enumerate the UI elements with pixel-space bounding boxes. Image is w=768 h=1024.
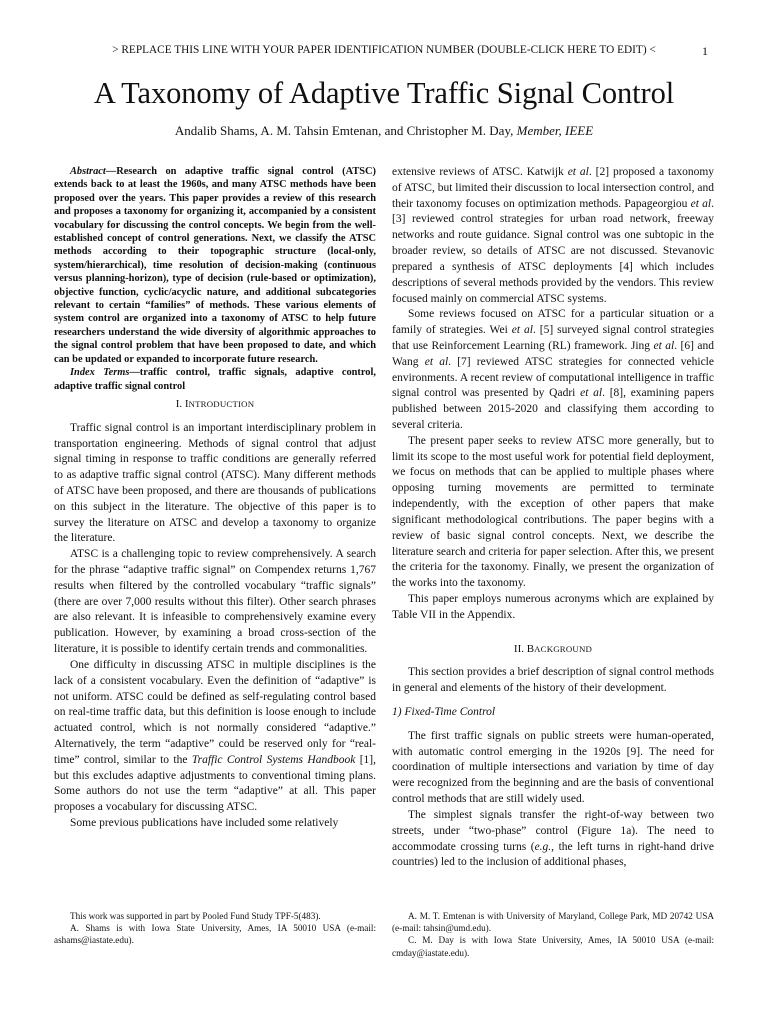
index-terms-text: —traffic control, traffic signals, adaptive control, adaptive traffic signal control [54,367,376,392]
text-run: , the left turns in right-hand drive countries) led to the inclusion of additional phases, [392,840,714,869]
footnote: A. Shams is with Iowa State University, Ames, IA 50010 USA (e-mail: ashams@iastate.edu). [54,923,376,946]
page-number: 1 [702,44,708,58]
author-names: Andalib Shams, A. M. Tahsin Emtenan, and Christopher M. Day, [174,123,514,138]
handbook-title: Traffic Control Systems Handbook [191,753,356,766]
subsection-title: Fixed-Time Control [404,706,496,718]
subsection-number: 1) [392,706,402,718]
section-title-rest: NTRODUCTION [188,398,255,409]
text-run: . [7] reviewed ATSC strategies for connected vehicle environments. A recent review of computational intelligence in traffic signal control was presented by Qadri [392,355,714,400]
et-al: et al [690,197,712,210]
author-line [0,123,768,139]
right-column [392,165,714,871]
et-al: et al [424,355,449,368]
paragraph: Some previous publications have included some relatively [70,817,339,830]
et-al: et al [567,166,589,178]
text-run: Some reviews focused on ATSC for a particular situation or a family of strategies. Wei [392,308,714,337]
index-terms-label: Index Terms [70,367,130,379]
text-run: . [6] and Wang [392,339,715,368]
text-run: The simplest signals transfer the right-of-way between two streets, under “two-phase” control (Figure 1a). The need to accommodate crossing turns ( [392,808,714,853]
paragraph: Traffic signal control is an important interdisciplinary problem in transportation engineering. Methods of signal control that adjust signal timing in response to traffic conditions are generally referred to as adaptive traffic signal control (ATSC). Many different methods of ATSC have been proposed, and there are thousands of publications on this subject in the literature. The objective of this paper is to survey the literature on ATSC and develop a taxonomy to organize the literature. [54,421,376,545]
subsection-heading-fixed-time [392,705,714,721]
section-heading-introduction [54,397,376,413]
paragraph: This paper employs numerous acronyms which are explained by Table VII in the Appendix. [392,592,714,621]
et-al: et al [580,387,603,400]
text-run: [1], but this excludes adaptive adjustments to conventional timing plans. Some authors do not use the term “adaptive” at all. This paper proposes a vocabulary for discussing ATSC. [54,753,376,814]
footnote: C. M. Day is with Iowa State University, Ames, IA 50010 USA (e-mail: cmday@iastate.edu). [392,935,714,958]
footnotes-right [392,910,714,959]
paragraph [54,658,376,816]
abstract-text: —Research on adaptive traffic signal control (ATSC) extends back to at least the 1960s, and many ATSC methods have been proposed over the years. This paper provides a review of this research and proposes a taxonomy for organizing it, accompanied by a consistent vocabulary for discussing the control concepts. We begin from the well-established concept of control generations. Next, we classify the ATSC methods according to their topographic structure (local-only, system/hierarchical), time resolution of decision-making (continuous versus planning-horizon), type of decision (rule-based or optimization), objective function, cyclic/acyclic nature, and additional subcategories relevant to certain “families” of methods. These various elements of system control are organized into a taxonomy of ATSC to help future researchers understand the wide diversity of algorithmic approaches to the signal control problem that have been proposed to date, and which can be updated or expanded to incorporate future research. [54,166,376,365]
index-terms [54,366,376,393]
paragraph [392,808,714,871]
text-run: One difficulty in discussing ATSC in multiple disciplines is the lack of a consistent vocabulary. Even the definition of “adaptive” is not uniform. ATSC could be defined as self-regulating control based on real-time traffic data, but this definition is loose enough to include actuated control, which is not normally considered “adaptive.” Alternatively, the term “adaptive” could be reserved only for “real-time” control, similar to the [54,658,376,766]
abstract-label: Abstract [70,166,106,177]
section-number: I. [175,397,183,410]
paragraph: The present paper seeks to review ATSC more generally, but to limit its scope to the most useful work for potential field deployment, we focus on methods that can be applied to multiple phases where opposing turning movements are permitted to terminate independently, with the exception of other papers that make significant methodological contributions. The paper begins with a review of basic signal control concepts. Next, we describe the literature search and criteria for paper selection. After this, we present the criteria for the taxonomy. Finally, we present the organization of the works into the taxonomy. [392,434,714,590]
footnote: A. M. T. Emtenan is with University of Maryland, College Park, MD 20742 USA (e-mail: tahsin@umd.edu). [392,911,714,934]
section-first-letter: B [526,642,535,655]
text-run: . [5] surveyed signal control strategies that use Reinforcement Learning (RL) framework. Jing [392,324,714,352]
section-heading-background [392,642,714,658]
abstract [54,165,376,366]
left-column [54,165,376,832]
et-al: et al [653,339,675,352]
text-run: . [2] proposed a taxonomy of ATSC, but limited their discussion to local intersection control, and their taxonomy focuses on optimization methods. Papageorgiou [392,166,715,210]
text-run: . [3] reviewed control strategies for urban road network, freeway networks and route guidance. Signal control was one subtopic in the broader review, so details of ATSC are not discussed. Stevanovic prepared a synthesis of ATSC deployments [4] which includes descriptions of several methods provided by the vendors. This review focused mainly on commercial ATSC systems. [392,197,715,305]
paragraph [392,307,714,434]
paragraph: ATSC is a challenging topic to review comprehensively. A search for the phrase “adaptive traffic signal” on Compendex returns 1,767 results when filtered by the controlled vocabulary “traffic signals” (there are over 7,000 results without this filter). Other search phrases are also relevant. It is infeasible to comprehensively examine every publication. However, by examining a broad cross-section of the literature, it is possible to identify certain trends and commonalities. [54,548,376,656]
paper-title: A Taxonomy of Adaptive Traffic Signal Control [93,76,675,110]
paragraph: The first traffic signals on public streets were human-operated, with automatic control emerging in the 1920s [9]. The need for coordination of multiple intersections and variation by time of day were recognized from the beginning and are the basis of conventional control methods that are still widely used. [392,729,714,806]
author-member-label: Member, IEEE [516,123,594,138]
section-first-letter: I [184,397,189,410]
running-head: > REPLACE THIS LINE WITH YOUR PAPER IDENTIFICATION NUMBER (DOUBLE-CLICK HERE TO EDIT) < [112,44,656,56]
eg-abbrev: e.g. [534,840,552,853]
footnote: This work was supported in part by Pooled Fund Study TPF-5(483). [70,911,321,921]
section-number: II. [513,642,524,655]
text-run: extensive reviews of ATSC. Katwijk [392,166,568,178]
footnotes-left [54,910,376,947]
et-al: et al [511,324,533,337]
paragraph: This section provides a brief description of signal control methods in general and elements of the history of their development. [392,666,714,695]
text-run: . [8], examining papers published between 2015-2020 and classifying them according to several criteria. [392,387,714,431]
paragraph [392,165,714,307]
section-title-rest: ACKGROUND [534,643,593,654]
